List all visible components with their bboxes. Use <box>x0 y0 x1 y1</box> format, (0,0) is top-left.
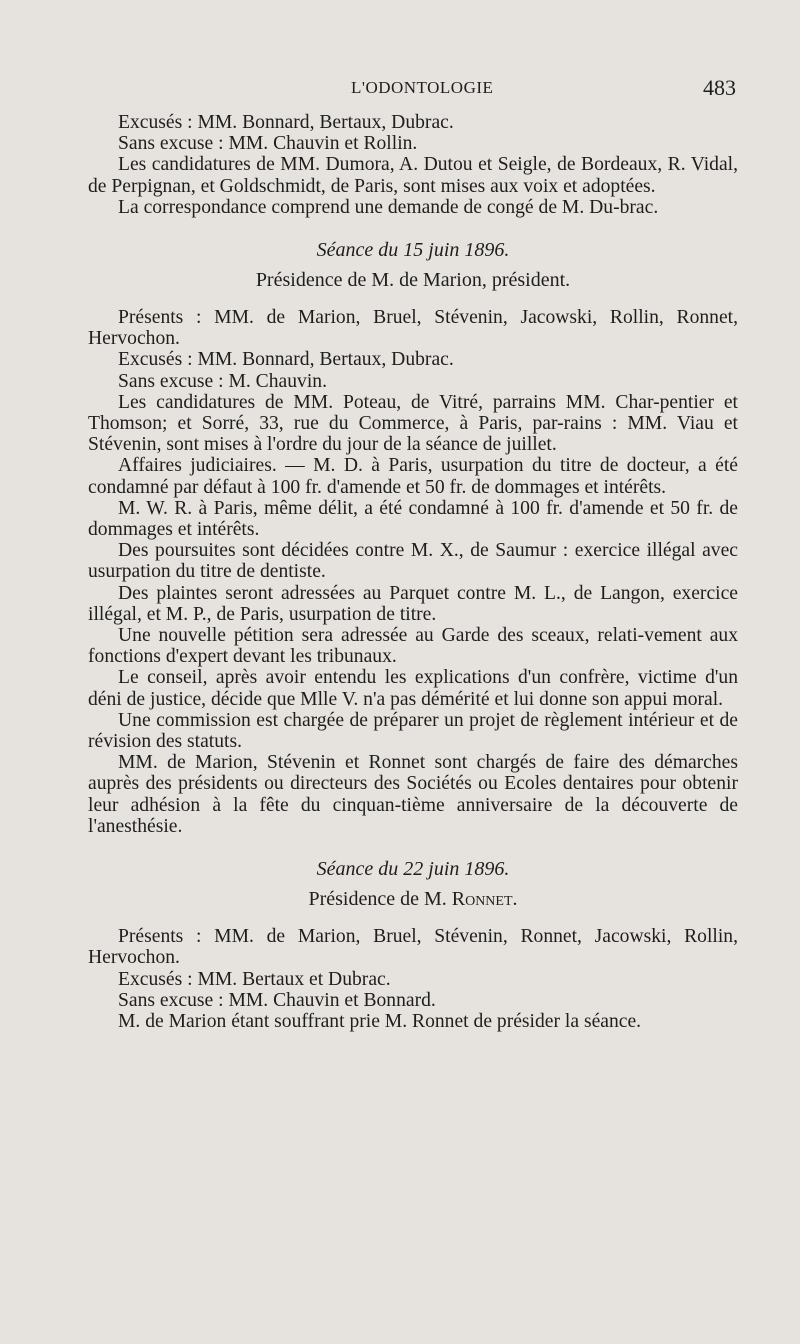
session-1-paragraph: Excusés : MM. Bonnard, Bertaux, Dubrac. <box>118 349 454 371</box>
session-1-paragraph: Une commission est chargée de préparer un projet de règlement intérieur et de révision des statuts. <box>88 709 738 753</box>
session-2-paragraph: Sans excuse : MM. Chauvin et Bonnard. <box>118 989 436 1011</box>
session-1-paragraph: Une nouvelle pétition sera adressée au Garde des sceaux, relati-vement aux fonctions d'expert devant les tribunaux. <box>88 625 738 668</box>
session-2-presidency-prefix: Présidence de M. <box>308 888 452 911</box>
session-1-paragraph: MM. de Marion, Stévenin et Ronnet sont chargés de faire des démarches auprès des présidents ou directeurs des Sociétés ou Ecoles dentaires pour obtenir leur adhésion à la fête du cinquan-tième anniversaire de la découverte de l'anesthésie. <box>88 752 738 837</box>
body-text <box>88 112 738 1032</box>
session-1-paragraph: Le conseil, après avoir entendu les explications d'un confrère, victime d'un déni de justice, décide que Mlle V. n'a pas démérité et lui donne son appui moral. <box>88 667 738 710</box>
session-2-paragraph: M. de Marion étant souffrant prie M. Ronnet de présider la séance. <box>118 1010 642 1032</box>
session-1-paragraph: Présents : MM. de Marion, Bruel, Stévenin, Jacowski, Rollin, Ronnet, Hervochon. <box>88 307 738 350</box>
session-2-title: Séance du 22 juin 1896. <box>316 858 510 881</box>
intro-unexcused: Sans excuse : MM. Chauvin et Rollin. <box>118 133 418 155</box>
session-1-paragraph: M. W. R. à Paris, même délit, a été condamné à 100 fr. d'amende et 50 fr. de dommages et intérêts. <box>88 497 738 541</box>
page-number: 483 <box>703 75 736 100</box>
running-title: L'ODONTOLOGIE <box>351 78 494 97</box>
session-2-paragraph: Excusés : MM. Bertaux et Dubrac. <box>118 968 391 990</box>
session-1-paragraph: Les candidatures de MM. Poteau, de Vitré, parrains MM. Char-pentier et Thomson; et Sorré, 33, rue du Commerce, à Paris, par-rains : MM. Viau et Stévenin, sont mises à l'ordre du jour de la séance de juillet. <box>88 391 738 456</box>
session-1-paragraph: Des plaintes seront adressées au Parquet contre M. L., de Langon, exercice illégal, et M. P., de Paris, usurpation de titre. <box>88 582 738 625</box>
session-1-title: Séance du 15 juin 1896. <box>316 239 510 262</box>
session-2-president-name: Ronnet. <box>451 888 518 911</box>
session-2-presidency <box>88 888 738 910</box>
session-1-paragraph: Affaires judiciaires. — M. D. à Paris, usurpation du titre de docteur, a été condamné par défaut à 100 fr. d'amende et 50 fr. de dommages et intérêts. <box>88 455 738 498</box>
session-1-paragraph: Sans excuse : M. Chauvin. <box>118 370 327 392</box>
session-1-presidency: Présidence de M. de Marion, président. <box>255 269 571 292</box>
session-1-paragraph: Des poursuites sont décidées contre M. X., de Saumur : exercice illégal avec usurpation du titre de dentiste. <box>88 540 738 583</box>
page-header <box>88 75 738 102</box>
session-2-paragraph: Présents : MM. de Marion, Bruel, Stévenin, Ronnet, Jacowski, Rollin, Hervochon. <box>88 926 738 969</box>
intro-correspondence: La correspondance comprend une demande de congé de M. Du-brac. <box>118 196 659 218</box>
intro-excused: Excusés : MM. Bonnard, Bertaux, Dubrac. <box>118 112 454 133</box>
intro-candidatures: Les candidatures de MM. Dumora, A. Dutou et Seigle, de Bordeaux, R. Vidal, de Perpignan, et Goldschmidt, de Paris, sont mises aux voix et adoptées. <box>88 154 738 197</box>
